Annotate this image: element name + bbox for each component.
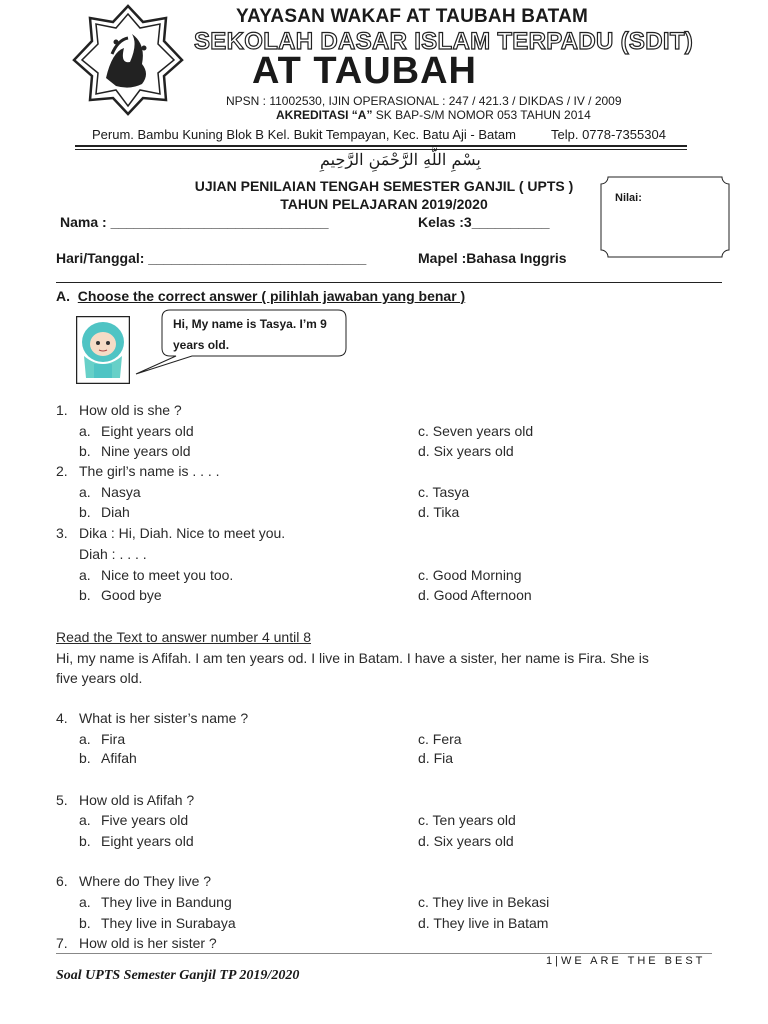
option-d[interactable]: d. Tika xyxy=(418,504,460,520)
accreditation-number: SK BAP-S/M NOMOR 053 TAHUN 2014 xyxy=(372,108,591,122)
option-label: b. xyxy=(79,443,91,459)
option-a[interactable]: Eight years old xyxy=(101,423,194,439)
option-label: b. xyxy=(79,833,91,849)
option-c[interactable]: c. Fera xyxy=(418,731,462,747)
option-a[interactable]: Five years old xyxy=(101,812,189,828)
option-label: b. xyxy=(79,750,91,766)
option-label: a. xyxy=(79,423,91,439)
option-label: b. xyxy=(79,915,91,931)
question-number: 3. xyxy=(56,525,68,541)
school-address: Perum. Bambu Kuning Blok B Kel. Bukit Tempayan, Kec. Batu Aji - Batam xyxy=(92,127,516,142)
footer-caption: Soal UPTS Semester Ganjil TP 2019/2020 xyxy=(56,968,300,983)
question-number: 4. xyxy=(56,710,68,726)
option-b[interactable]: They live in Surabaya xyxy=(101,915,236,931)
option-d[interactable]: d. Six years old xyxy=(418,833,514,849)
question-text: How old is she ? xyxy=(79,402,182,418)
girl-illustration xyxy=(76,316,130,384)
subject-field: Mapel :Bahasa Inggris xyxy=(418,250,567,266)
option-b[interactable]: Good bye xyxy=(101,587,162,603)
school-phone: Telp. 0778-7355304 xyxy=(551,127,666,142)
question-text: Dika : Hi, Diah. Nice to meet you. xyxy=(79,525,286,541)
reading-heading: Read the Text to answer number 4 until 8 xyxy=(56,629,312,645)
option-label: a. xyxy=(79,731,91,747)
option-c[interactable]: c. Good Morning xyxy=(418,567,522,583)
option-d[interactable]: d. Good Afternoon xyxy=(418,587,532,603)
option-label: b. xyxy=(79,504,91,520)
section-divider xyxy=(56,282,722,283)
class-field[interactable]: Kelas :3__________ xyxy=(418,214,550,230)
reading-line-1: Hi, my name is Afifah. I am ten years od. I live in Batam. I have a sister, her name is Fira. She is xyxy=(56,650,649,666)
school-type: SEKOLAH DASAR ISLAM TERPADU (SDIT) xyxy=(194,28,694,55)
option-label: a. xyxy=(79,812,91,828)
speech-bubble-text: Hi, My name is Tasya. I’m 9 years old. xyxy=(173,317,327,352)
option-a[interactable]: They live in Bandung xyxy=(101,894,232,910)
option-b[interactable]: Afifah xyxy=(101,750,137,766)
section-instruction: Choose the correct answer ( pilihlah jawaban yang benar ) xyxy=(77,288,466,304)
option-a[interactable]: Nice to meet you too. xyxy=(101,567,234,583)
option-d[interactable]: d. Fia xyxy=(418,750,454,766)
question-text: How old is her sister ? xyxy=(79,935,217,951)
option-d[interactable]: d. Six years old xyxy=(418,443,514,459)
option-label: a. xyxy=(79,567,91,583)
score-box xyxy=(600,176,730,258)
exam-year: TAHUN PELAJARAN 2019/2020 xyxy=(280,196,488,212)
question-text: The girl’s name is . . . . xyxy=(79,463,220,479)
accreditation-grade: AKREDITASI “A” xyxy=(276,108,373,122)
question-text: How old is Afifah ? xyxy=(79,792,195,808)
question-number: 5. xyxy=(56,792,68,808)
section-a-heading xyxy=(56,288,465,304)
option-c[interactable]: c. They live in Bekasi xyxy=(418,894,550,910)
option-a[interactable]: Nasya xyxy=(101,484,141,500)
option-b[interactable]: Diah xyxy=(101,504,130,520)
question-number: 6. xyxy=(56,873,68,889)
foundation-name: YAYASAN WAKAF AT TAUBAH BATAM xyxy=(236,6,589,27)
question-number: 2. xyxy=(56,463,68,479)
school-name: AT TAUBAH xyxy=(252,50,477,92)
option-label: b. xyxy=(79,587,91,603)
exam-title: UJIAN PENILAIAN TENGAH SEMESTER GANJIL ( UPTS ) xyxy=(194,178,574,194)
name-field[interactable]: Nama : ____________________________ xyxy=(60,214,329,230)
header-divider xyxy=(75,145,687,147)
score-label: Nilai: xyxy=(615,192,642,204)
question-number: 7. xyxy=(56,935,68,951)
question-number: 1. xyxy=(56,402,68,418)
bismillah: بِسْمِ اللَّهِ الرَّحْمَنِ الرَّحِيمِ xyxy=(320,150,481,169)
option-label: a. xyxy=(79,484,91,500)
option-c[interactable]: c. Ten years old xyxy=(418,812,516,828)
page-number: 1|WE ARE THE BEST xyxy=(546,955,706,967)
school-logo xyxy=(72,4,184,116)
option-label: a. xyxy=(79,894,91,910)
option-a[interactable]: Fira xyxy=(101,731,126,747)
option-b[interactable]: Nine years old xyxy=(101,443,191,459)
section-letter: A. xyxy=(56,288,70,304)
option-c[interactable]: c. Tasya xyxy=(418,484,470,500)
question-text: Where do They live ? xyxy=(79,873,212,889)
option-d[interactable]: d. They live in Batam xyxy=(418,915,549,931)
question-text: What is her sister’s name ? xyxy=(79,710,249,726)
accreditation-line xyxy=(276,108,591,122)
option-c[interactable]: c. Seven years old xyxy=(418,423,534,439)
reading-line-2: five years old. xyxy=(56,670,143,686)
npsn-line: NPSN : 11002530, IJIN OPERASIONAL : 247 / 421.3 / DIKDAS / IV / 2009 xyxy=(226,94,622,108)
date-field[interactable]: Hari/Tanggal: ____________________________ xyxy=(56,250,367,266)
question-text-line2: Diah : . . . . xyxy=(79,546,147,562)
footer-divider xyxy=(56,953,712,954)
option-b[interactable]: Eight years old xyxy=(101,833,194,849)
